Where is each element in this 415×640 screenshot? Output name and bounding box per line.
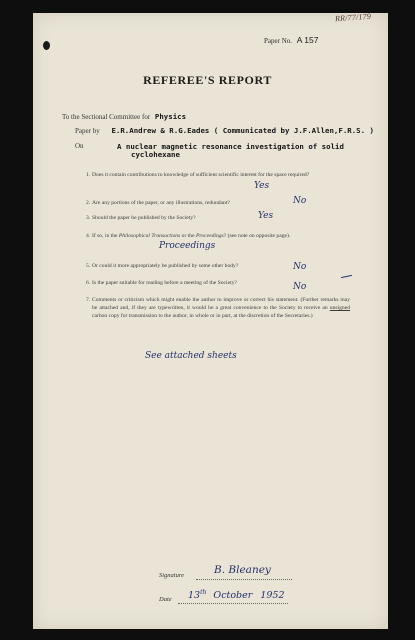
- signature-rule: [196, 579, 292, 580]
- committee-line: [62, 112, 186, 121]
- question-1-text: Does it contain contributions to knowledge of sufficient scientific interest for the space required?: [92, 172, 310, 178]
- question-3-text: Should the paper be published by the Society?: [92, 215, 196, 221]
- date-rule: [178, 603, 288, 604]
- on-label: On: [75, 142, 84, 150]
- date-value: 13th October 1952: [188, 589, 285, 602]
- signature-label: Signature: [159, 572, 185, 579]
- paper-number-label: Paper No.: [264, 37, 292, 45]
- on-value-line1: A nuclear magnetic resonance investigation of solid: [117, 142, 344, 151]
- committee-value: Physics: [154, 112, 187, 121]
- question-2-text: Are any portions of the paper, or any illustrations, redundant?: [92, 200, 230, 206]
- answer-6: No: [293, 282, 307, 292]
- paper-by-line: [75, 126, 374, 135]
- question-4: 4. If so, in the Philosophical Transactions or the Proceedings? (see note on opposite page).: [86, 233, 291, 239]
- question-2: 2. Are any portions of the paper, or any illustrations, redundant?: [86, 200, 230, 206]
- answer-7: See attached sheets: [145, 351, 237, 361]
- answer-1: Yes: [254, 181, 270, 191]
- signature-value: B. Bleaney: [214, 564, 271, 576]
- page-title: REFEREE'S REPORT: [143, 73, 272, 87]
- punch-hole: [43, 41, 50, 50]
- question-7: 7. Comments or criticism which might enable the author to improve or correct his statement. (Further remarks may be attached and, if they are typewritten, it would be a great convenience to the Society to receive an unsigned carbon copy for transmission to the author, in whole or in part, at the discretion of the Secretaries.): [86, 297, 350, 320]
- answer-5: No: [293, 262, 307, 272]
- question-6: 6. Is the paper suitable for reading before a meeting of the Society?: [86, 280, 237, 286]
- question-6-text: Is the paper suitable for reading before a meeting of the Society?: [92, 280, 237, 286]
- reference-mark: RR/77/179: [334, 11, 372, 24]
- question-3: 3. Should the paper be published by the Society?: [86, 215, 196, 221]
- paper-by-value: E.R.Andrew & R.G.Eades ( Communicated by J.F.Allen,F.R.S. ): [111, 126, 374, 135]
- answer-3: Yes: [258, 211, 274, 221]
- paper-by-label: Paper by: [75, 127, 100, 135]
- question-1: 1. Does it contain contributions to knowledge of sufficient scientific interest for the space required?: [86, 172, 310, 178]
- paper-number-value: A 157: [296, 35, 319, 45]
- paper-number: [264, 35, 319, 45]
- question-5: 5. Or could it more appropriately be published by some other body?: [86, 263, 239, 269]
- report-sheet: [33, 13, 388, 629]
- date-label: Date: [159, 596, 172, 603]
- committee-label: To the Sectional Committee for: [62, 113, 151, 121]
- answer-2: No: [293, 196, 307, 206]
- on-value-line2: cyclohexane: [131, 150, 180, 159]
- answer-4: Proceedings: [159, 241, 216, 251]
- question-5-text: Or could it more appropriately be published by some other body?: [92, 263, 239, 269]
